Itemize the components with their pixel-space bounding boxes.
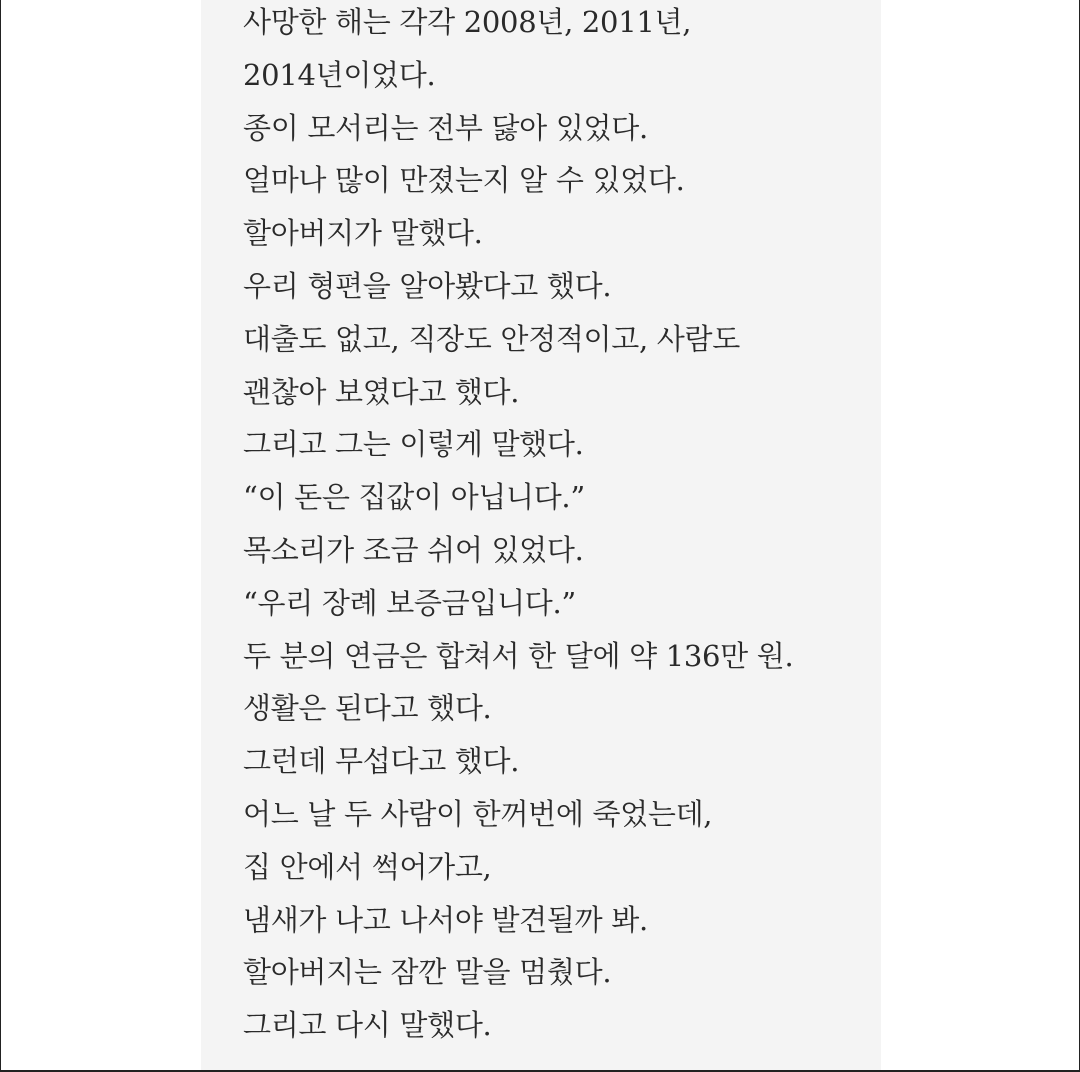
paragraph-lines <box>243 0 793 1052</box>
text-line: 2014년이었다. <box>243 57 436 92</box>
text-line: “우리 장례 보증금입니다.” <box>243 585 576 620</box>
text-line: 목소리가 조금 쉬어 있었다. <box>243 532 584 567</box>
text-line: 집 안에서 썩어가고, <box>243 849 492 884</box>
text-line: “이 돈은 집값이 아닙니다.” <box>243 480 585 515</box>
text-line: 할아버지는 잠깐 말을 멈췄다. <box>243 955 612 990</box>
text-line: 냄새가 나고 나서야 발견될까 봐. <box>243 902 648 937</box>
text-line: 우리 형편을 알아봤다고 했다. <box>243 268 612 303</box>
text-line: 그리고 다시 말했다. <box>243 1008 492 1043</box>
text-line: 생활은 된다고 했다. <box>243 691 492 726</box>
text-line: 사망한 해는 각각 2008년, 2011년, <box>243 5 692 39</box>
text-line: 할아버지가 말했다. <box>243 216 483 251</box>
text-line: 대출도 없고, 직장도 안정적이고, 사람도 <box>243 321 740 356</box>
text-line: 두 분의 연금은 합쳐서 한 달에 약 136만 원. <box>243 638 794 673</box>
text-line: 그런데 무섭다고 했다. <box>243 744 520 779</box>
text-line: 괜찮아 보였다고 했다. <box>243 374 520 409</box>
text-panel <box>201 0 881 1070</box>
text-line: 그리고 그는 이렇게 말했다. <box>243 427 584 462</box>
text-line: 어느 날 두 사람이 한꺼번에 죽었는데, <box>243 796 713 831</box>
text-line: 얼마나 많이 만졌는지 알 수 있었다. <box>243 163 685 198</box>
text-line: 종이 모서리는 전부 닳아 있었다. <box>243 110 648 145</box>
